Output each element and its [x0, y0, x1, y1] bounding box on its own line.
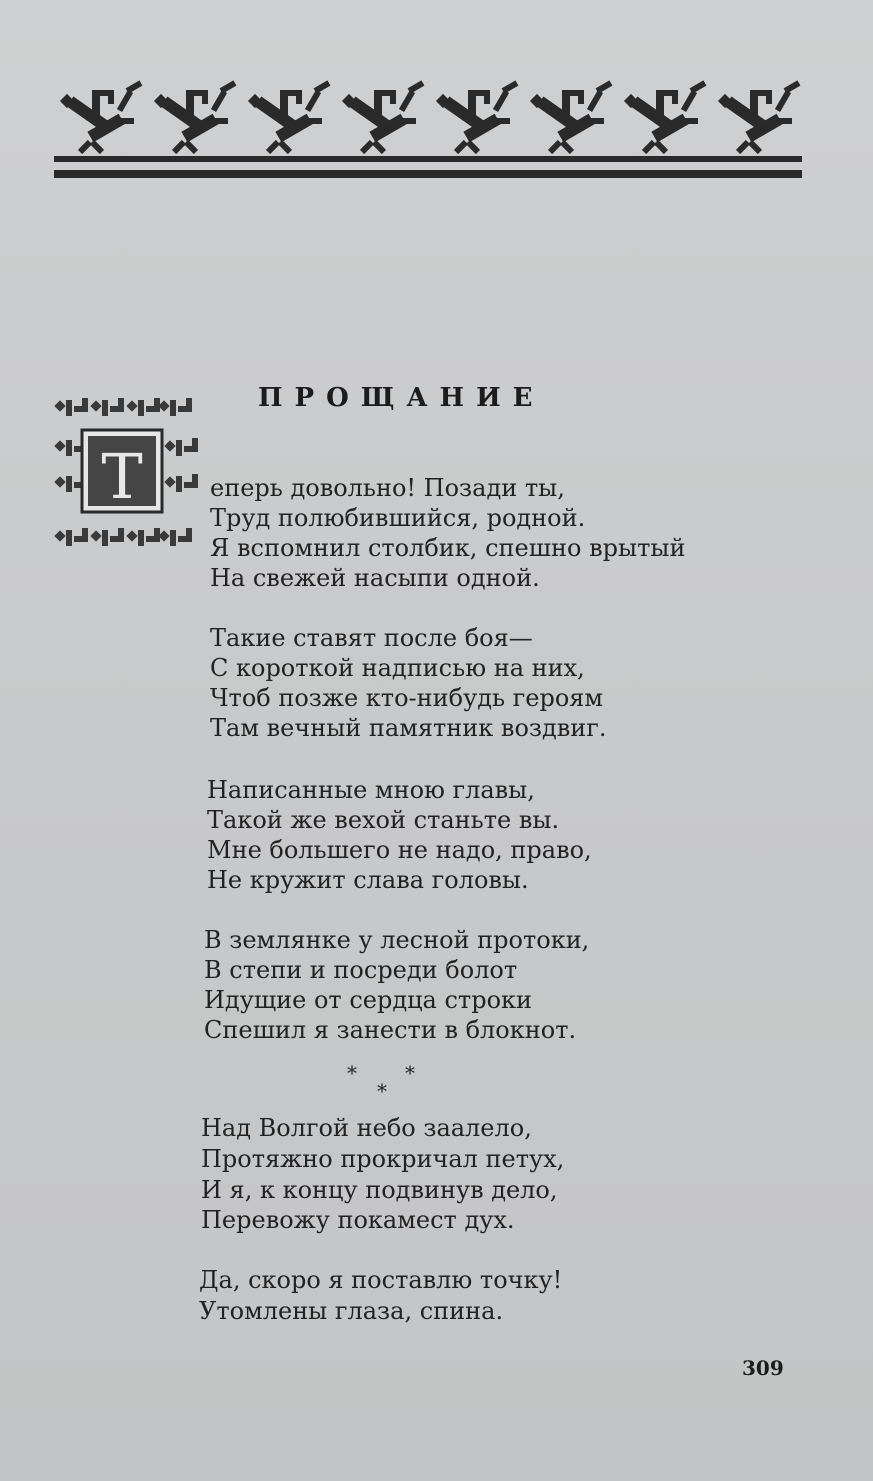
- dropcap-ornament-icon: [52, 396, 198, 546]
- poem-line: Над Волгой небо заалело,: [201, 1114, 532, 1142]
- poem-title: ПРОЩАНИЕ: [258, 383, 545, 413]
- poem-line: На свежей насыпи одной.: [210, 564, 540, 592]
- poem-line: Да, скоро я поставлю точку!: [199, 1266, 563, 1294]
- poem-line: Такие ставят после боя—: [210, 624, 533, 652]
- asterisk-right: *: [405, 1062, 415, 1085]
- poem-line: Такой же вехой станьте вы.: [207, 806, 560, 834]
- asterisk-left: *: [347, 1062, 357, 1085]
- page-number: 309: [742, 1356, 784, 1380]
- poem-line: Идущие от сердца строки: [204, 986, 533, 1014]
- ornamental-border-icon: [52, 78, 804, 186]
- poem-line: Мне большего не надо, право,: [207, 836, 592, 864]
- poem-line: Написанные мною главы,: [207, 776, 535, 804]
- poem-line: Спешил я занести в блокнот.: [204, 1016, 577, 1044]
- poem-line: Перевожу покамест дух.: [201, 1206, 515, 1234]
- poem-line: Протяжно прокричал петух,: [201, 1145, 565, 1173]
- poem-line: еперь довольно! Позади ты,: [210, 474, 565, 502]
- poem-line: Чтоб позже кто-нибудь героям: [210, 684, 604, 712]
- poem-line: Я вспомнил столбик, спешно врытый: [210, 534, 686, 562]
- poem-line: Не кружит слава головы.: [207, 866, 529, 894]
- poem-line: Там вечный памятник воздвиг.: [210, 714, 607, 742]
- asterisk-center: *: [377, 1079, 387, 1102]
- poem-line: Труд полюбившийся, родной.: [210, 504, 586, 532]
- dropcap-letter: Т: [101, 440, 143, 513]
- poem-line: С короткой надписью на них,: [210, 654, 585, 682]
- poem-line: В землянке у лесной протоки,: [204, 926, 590, 954]
- stanza-separator: [340, 1062, 430, 1102]
- poem-line: Утомлены глаза, спина.: [199, 1297, 504, 1325]
- poem-line: В степи и посреди болот: [204, 956, 518, 984]
- poem-line: И я, к концу подвинув дело,: [201, 1176, 558, 1204]
